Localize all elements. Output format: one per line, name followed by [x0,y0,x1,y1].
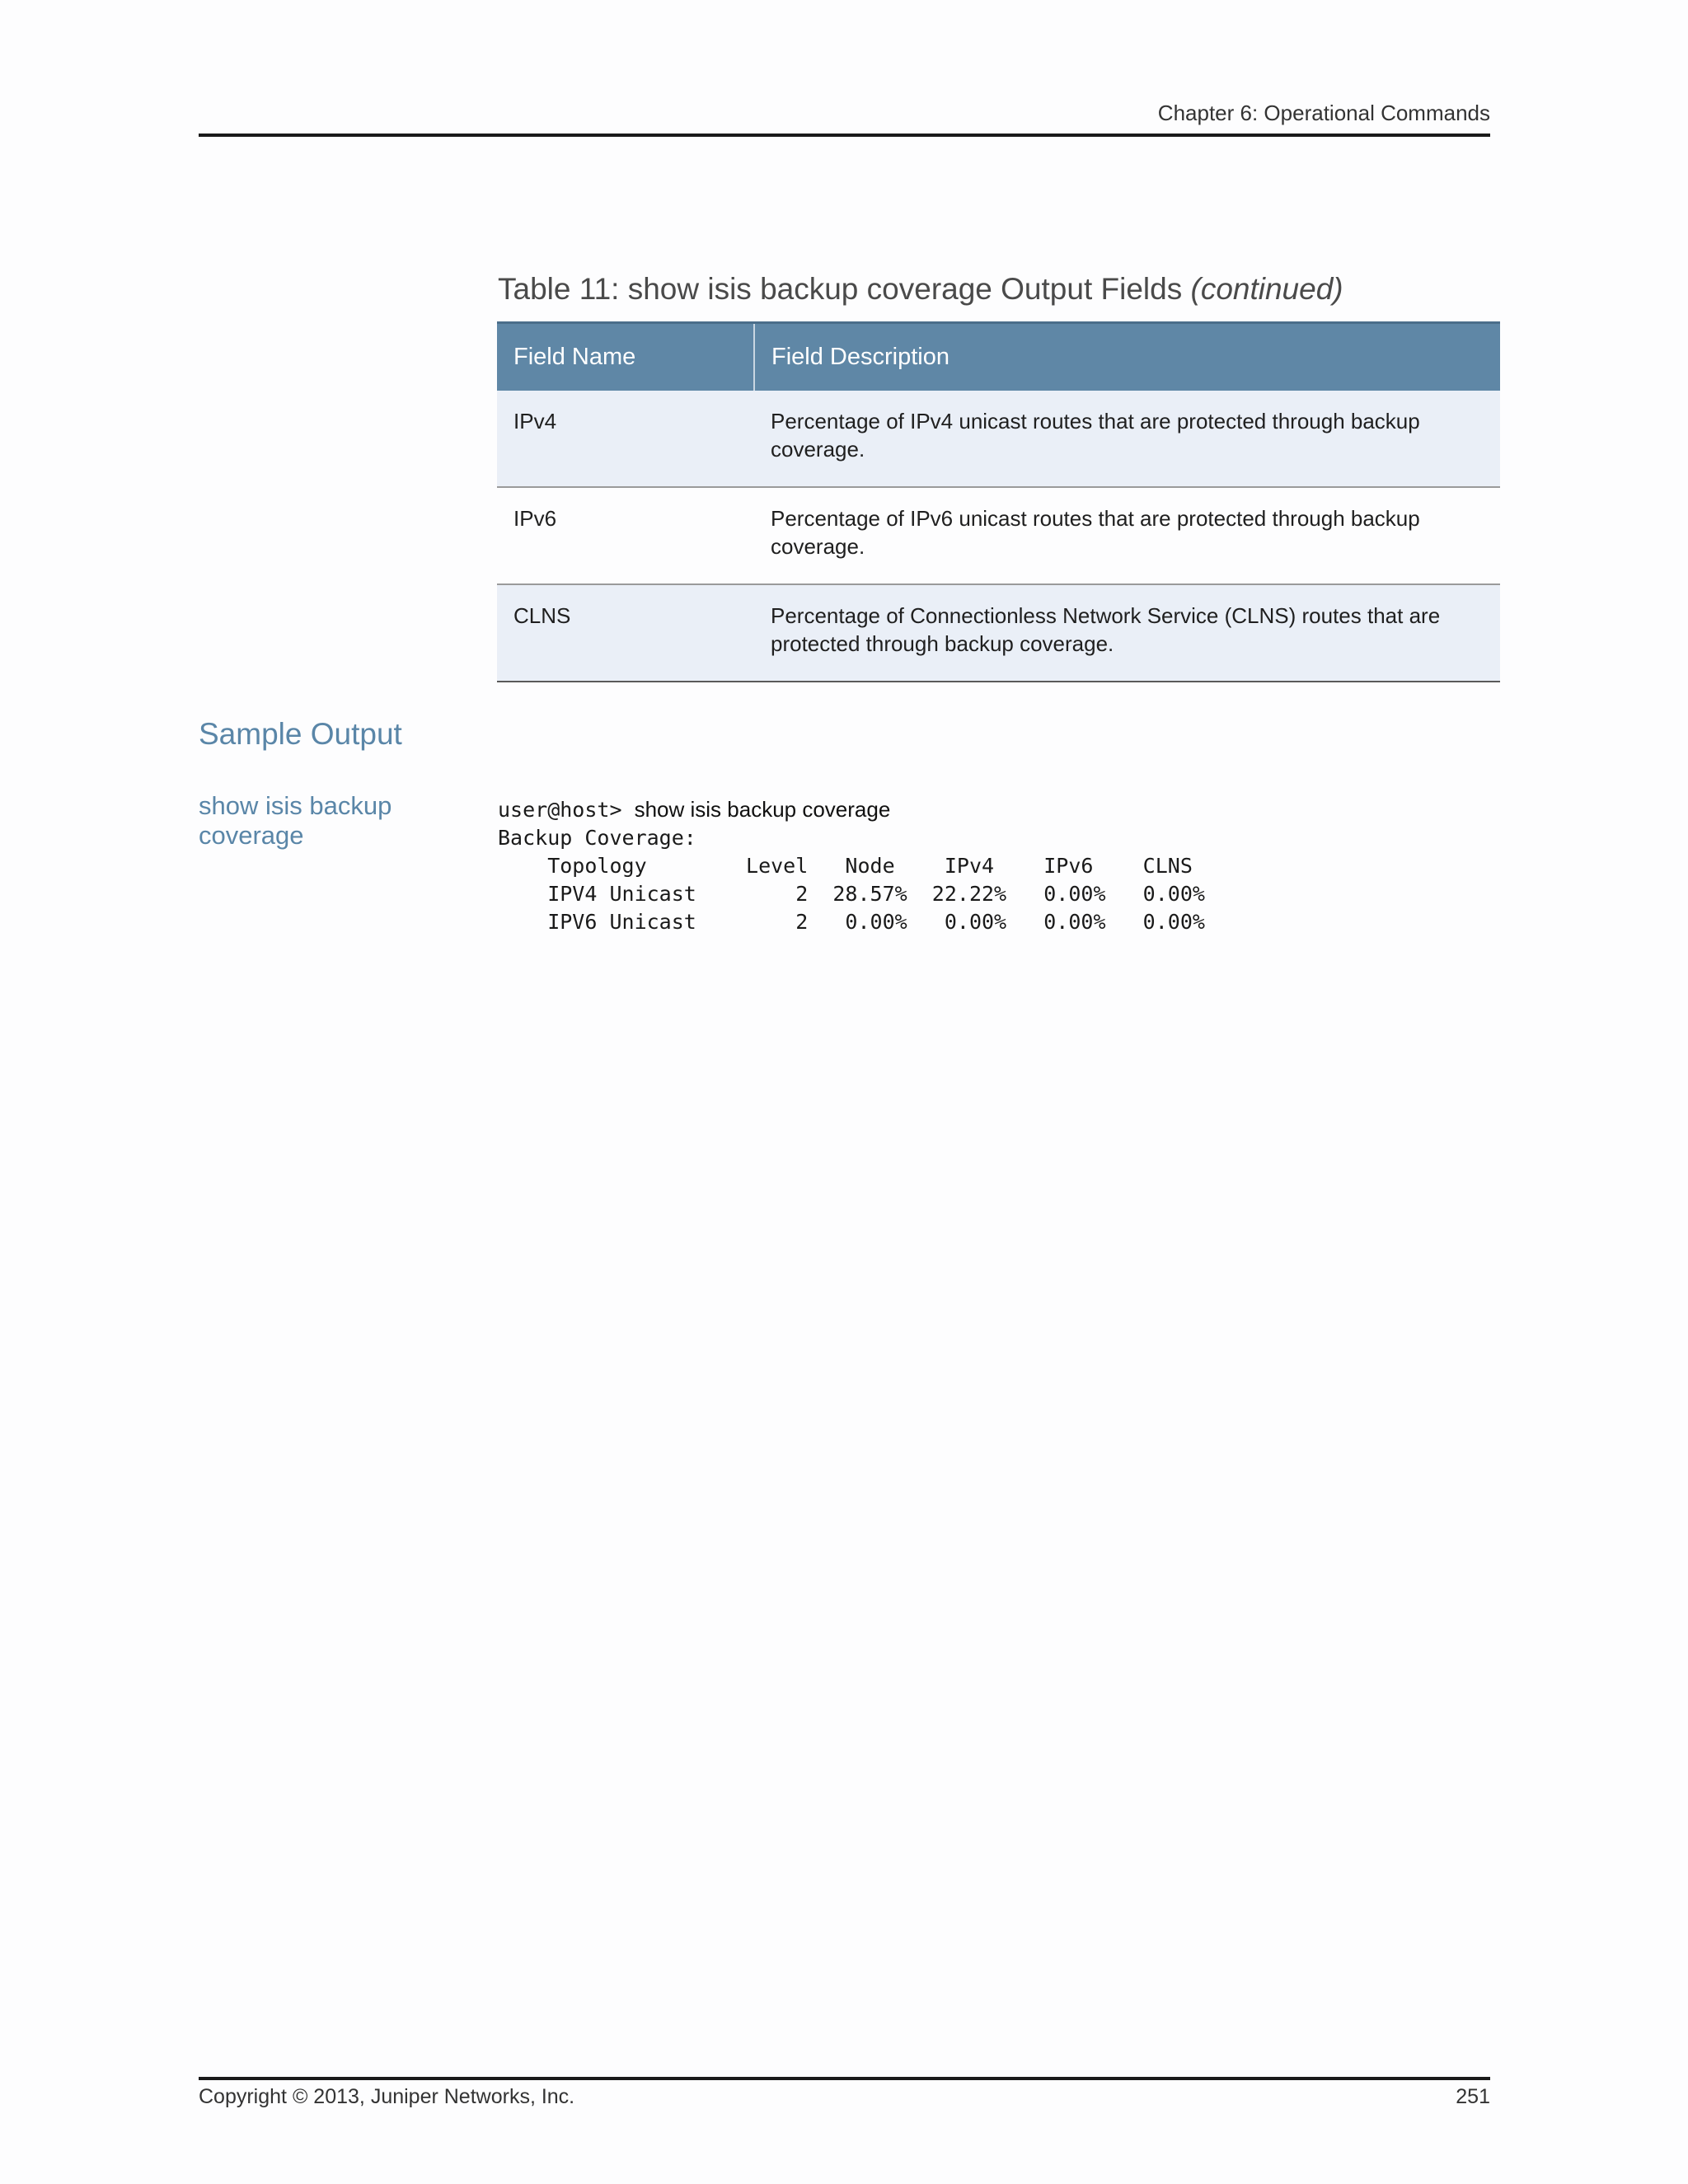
table-caption [498,272,1343,307]
output-fields-table [497,321,1500,682]
field-name-cell: IPv6 [497,487,754,584]
cli-command: show isis backup coverage [634,797,891,822]
page-number: 251 [1456,2085,1490,2108]
cli-output-line: IPV6 Unicast 2 0.00% 0.00% 0.00% 0.00% [498,910,1205,934]
footer-rule [199,2077,1490,2080]
cli-prompt: user@host> [498,798,635,822]
table-row [497,487,1500,584]
column-header-field-name: Field Name [497,323,754,391]
cli-output-line: IPV4 Unicast 2 28.57% 22.22% 0.00% 0.00% [498,882,1205,906]
column-header-field-description: Field Description [754,323,1500,391]
table-header-row [497,323,1500,391]
field-name-cell: IPv4 [497,391,754,487]
cli-output-line: Topology Level Node IPv4 IPv6 CLNS [498,854,1193,878]
sample-output-heading: Sample Output [199,717,402,751]
header-rule [199,134,1490,137]
table-caption-continued: (continued) [1190,272,1343,306]
table-row [497,584,1500,682]
sample-output-subheading: show isis backup coverage [199,791,392,850]
field-name-cell: CLNS [497,584,754,682]
field-description-cell: Percentage of Connectionless Network Service (CLNS) routes that are protected through backup coverage. [754,584,1500,682]
chapter-title: Chapter 6: Operational Commands [1157,101,1490,125]
table-caption-text: Table 11: show isis backup coverage Output Fields [498,272,1183,306]
field-description-cell: Percentage of IPv4 unicast routes that are protected through backup coverage. [754,391,1500,487]
cli-output-line: Backup Coverage: [498,826,696,850]
cli-command-line [498,795,1205,824]
cli-output-block [498,795,1205,936]
table-row [497,391,1500,487]
field-description-cell: Percentage of IPv6 unicast routes that are protected through backup coverage. [754,487,1500,584]
copyright-text: Copyright © 2013, Juniper Networks, Inc. [199,2085,575,2108]
